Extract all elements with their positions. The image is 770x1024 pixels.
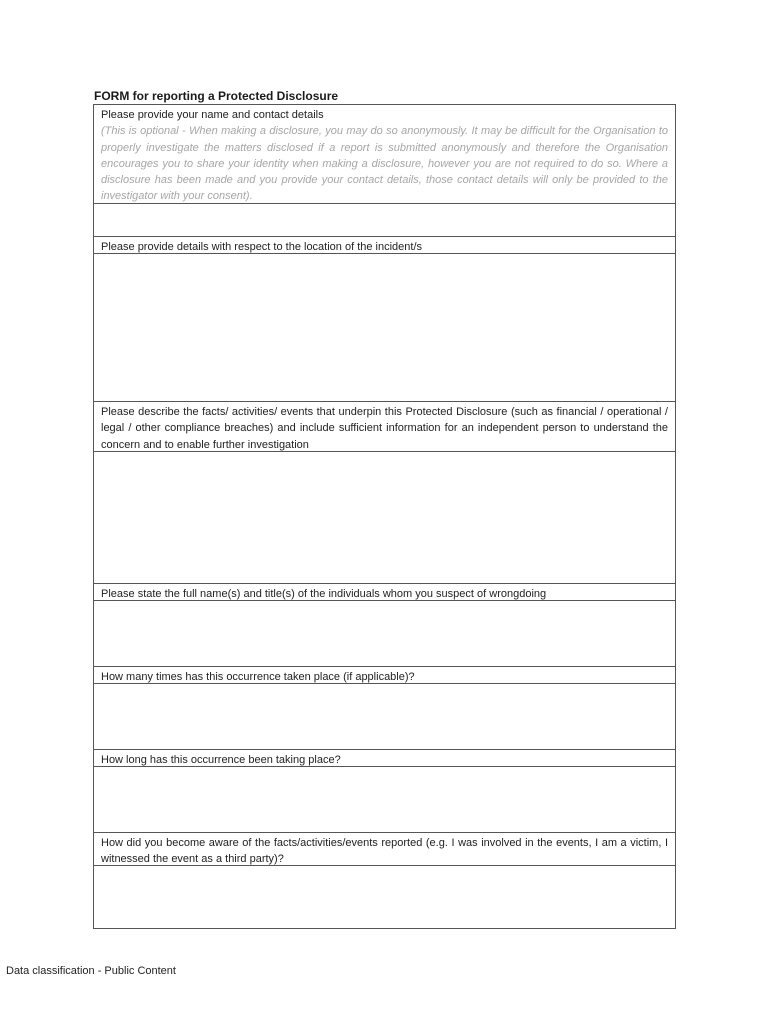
question-occurrence-count [94,667,675,684]
question-occurrence-duration [94,750,675,767]
question-label: How long has this occurrence been taking place? [101,754,341,766]
question-awareness [94,833,675,866]
question-facts [94,402,675,452]
answer-awareness[interactable] [94,866,675,928]
answer-occurrence-count[interactable] [94,684,675,750]
form-title: FORM for reporting a Protected Disclosure [94,89,339,103]
question-label: Please provide details with respect to the location of the incident/s [101,241,423,253]
form-table [93,104,676,929]
question-contact-details [94,105,675,204]
answer-facts[interactable] [94,452,675,584]
answer-individuals[interactable] [94,601,675,667]
question-label: Please provide your name and contact details [101,109,324,121]
answer-occurrence-duration[interactable] [94,767,675,833]
question-label: How many times has this occurrence taken place (if applicable)? [101,671,415,683]
optional-note: (This is optional - When making a disclosure, you may do so anonymously. It may be difficult for the Organisation to properly investigate the matters disclosed if a report is submitted anonymously and therefore the Organisation encourages you to share your identity when making a disclosure, however you are not required to do so. Where a disclosure has been made and you provide your contact details, those contact details will only be provided to the investigator with your consent). [101,125,668,203]
answer-contact-details[interactable] [94,204,675,237]
question-location [94,237,675,254]
question-label: How did you become aware of the facts/activities/events reported (e.g. I was involved in the events, I am a victim, I witnessed the event as a third party)? [101,837,668,866]
question-label: Please state the full name(s) and title(s) of the individuals whom you suspect of wrongdoing [101,588,547,600]
data-classification-label: Data classification - Public Content [6,965,176,977]
question-individuals [94,584,675,601]
answer-location[interactable] [94,254,675,402]
question-label: Please describe the facts/ activities/ events that underpin this Protected Disclosure (such as financial / operational / legal / other compliance breaches) and include sufficient information for an independent person to understand the concern and to enable further investigation [101,406,668,451]
